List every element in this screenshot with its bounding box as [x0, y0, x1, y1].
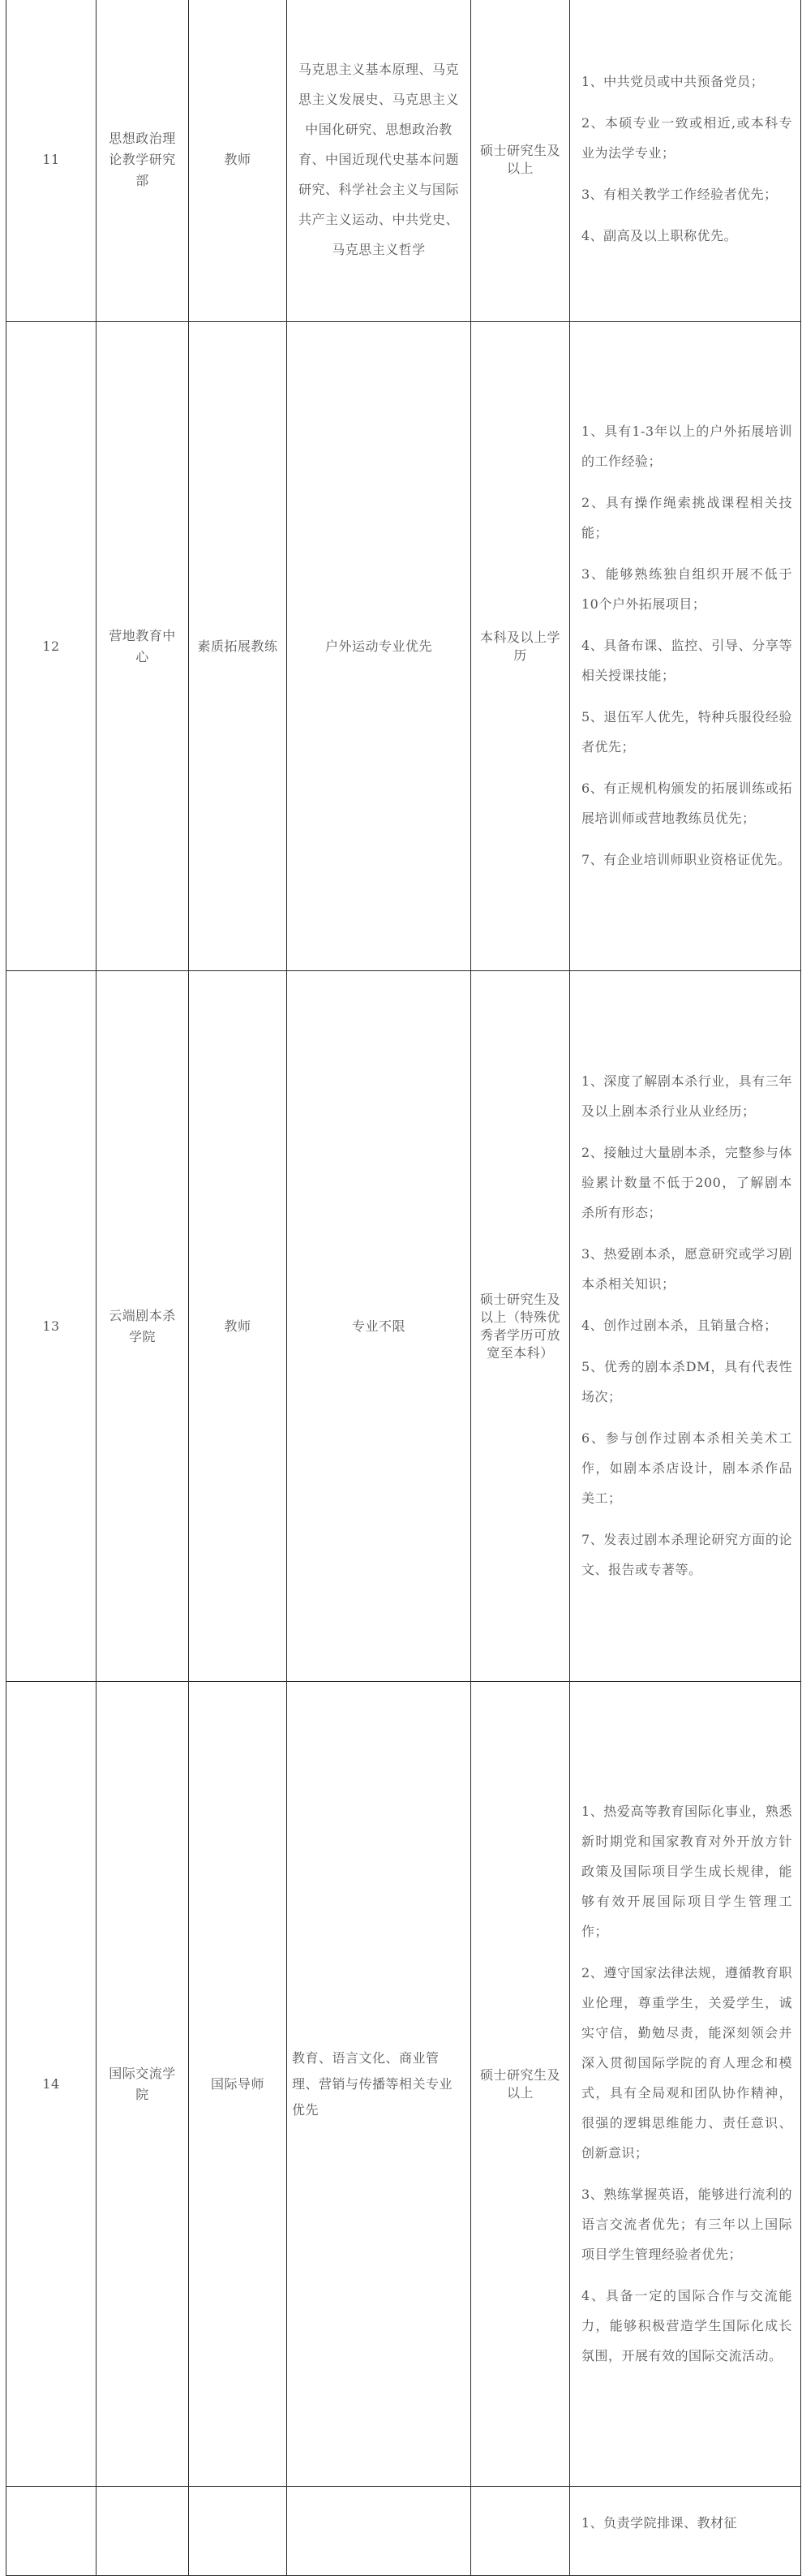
major-cell: 教育、语言文化、商业管理、营销与传播等相关专业优先 — [287, 1682, 471, 2487]
requirement-item: 7、发表过剧本杀理论研究方面的论文、报告或专著等。 — [581, 1532, 792, 1577]
requirements-cell — [570, 2487, 801, 2576]
department-cell: 国际交流学院 — [96, 1682, 189, 2487]
department-cell: 思想政治理论教学研究部 — [96, 0, 189, 322]
education-cell — [471, 2487, 570, 2576]
requirement-item: 2、具有操作绳索挑战课程相关技能； — [581, 495, 792, 540]
position-cell: 国际导师 — [189, 1682, 287, 2487]
requirement-item: 4、具备布课、监控、引导、分享等相关授课技能； — [581, 638, 792, 683]
table-row — [6, 2487, 801, 2576]
education-cell: 硕士研究生及以上 — [471, 1682, 570, 2487]
education-cell: 硕士研究生及以上（特殊优秀者学历可放宽至本科） — [471, 971, 570, 1682]
recruitment-table — [6, 0, 801, 2576]
position-cell: 教师 — [189, 971, 287, 1682]
requirement-item: 1、具有1-3年以上的户外拓展培训的工作经验； — [581, 424, 792, 469]
position-cell — [189, 2487, 287, 2576]
row-number: 14 — [6, 1682, 96, 2487]
requirements-cell — [570, 1682, 801, 2487]
requirement-item: 2、遵守国家法律法规，遵循教育职业伦理，尊重学生，关爱学生，诚实守信，勤勉尽责，能深刻领会并深入贯彻国际学院的育人理念和模式，具有全局观和团队协作精神，很强的逻辑思维能力、责任意识、创新意识； — [581, 1964, 792, 2161]
requirement-item: 6、有正规机构颁发的拓展训练或拓展培训师或营地教练员优先； — [581, 781, 792, 826]
requirement-item: 5、退伍军人优先，特种兵服役经验者优先； — [581, 709, 792, 755]
requirement-item: 1、负责学院排课、教材征 — [581, 2515, 738, 2531]
requirement-item: 4、创作过剧本杀，且销量合格； — [581, 1318, 778, 1333]
requirements-cell — [570, 971, 801, 1682]
table-row — [6, 971, 801, 1682]
table-row — [6, 1682, 801, 2487]
department-cell: 营地教育中心 — [96, 322, 189, 971]
requirement-item: 1、深度了解剧本杀行业，具有三年及以上剧本杀行业从业经历； — [581, 1073, 792, 1119]
department-cell — [96, 2487, 189, 2576]
requirement-item: 1、热爱高等教育国际化事业，熟悉新时期党和国家教育对外开放方针政策及国际项目学生成长规律，能够有效开展国际项目学生管理工作； — [581, 1803, 792, 1939]
requirement-item: 4、副高及以上职称优先。 — [581, 228, 738, 243]
major-cell: 专业不限 — [287, 971, 471, 1682]
requirements-cell — [570, 322, 801, 971]
major-cell: 户外运动专业优先 — [287, 322, 471, 971]
requirement-item: 5、优秀的剧本杀DM，具有代表性场次； — [581, 1359, 792, 1404]
row-number — [6, 2487, 96, 2576]
requirement-item: 2、本硕专业一致或相近,或本科专业为法学专业； — [581, 115, 792, 161]
requirement-item: 3、熟练掌握英语，能够进行流利的语言交流者优先；有三年以上国际项目学生管理经验者优先； — [581, 2186, 792, 2262]
requirement-item: 7、有企业培训师职业资格证优先。 — [581, 852, 791, 867]
row-number: 12 — [6, 322, 96, 971]
major-cell: 马克思主义基本原理、马克思主义发展史、马克思主义中国化研究、思想政治教育、中国近现代史基本问题研究、科学社会主义与国际共产主义运动、中共党史、马克思主义哲学 — [287, 0, 471, 322]
table-row — [6, 0, 801, 322]
requirement-item: 6、参与创作过剧本杀相关美术工作，如剧本杀店设计，剧本杀作品美工； — [581, 1430, 792, 1506]
requirement-item: 3、能够熟练独自组织开展不低于10个户外拓展项目； — [581, 566, 792, 612]
position-cell: 教师 — [189, 0, 287, 322]
education-cell: 硕士研究生及以上 — [471, 0, 570, 322]
requirements-cell — [570, 0, 801, 322]
requirement-item: 3、热爱剧本杀，愿意研究或学习剧本杀相关知识； — [581, 1246, 792, 1292]
requirement-item: 1、中共党员或中共预备党员； — [581, 74, 765, 89]
position-cell: 素质拓展教练 — [189, 322, 287, 971]
requirement-item: 4、具备一定的国际合作与交流能力，能够积极营造学生国际化成长氛围，开展有效的国际交流活动。 — [581, 2287, 792, 2363]
row-number: 13 — [6, 971, 96, 1682]
table-row — [6, 322, 801, 971]
row-number: 11 — [6, 0, 96, 322]
requirement-item: 3、有相关教学工作经验者优先； — [581, 187, 778, 202]
department-cell: 云端剧本杀学院 — [96, 971, 189, 1682]
education-cell: 本科及以上学历 — [471, 322, 570, 971]
requirement-item: 2、接触过大量剧本杀，完整参与体验累计数量不低于200，了解剧本杀所有形态； — [581, 1145, 792, 1220]
major-cell — [287, 2487, 471, 2576]
